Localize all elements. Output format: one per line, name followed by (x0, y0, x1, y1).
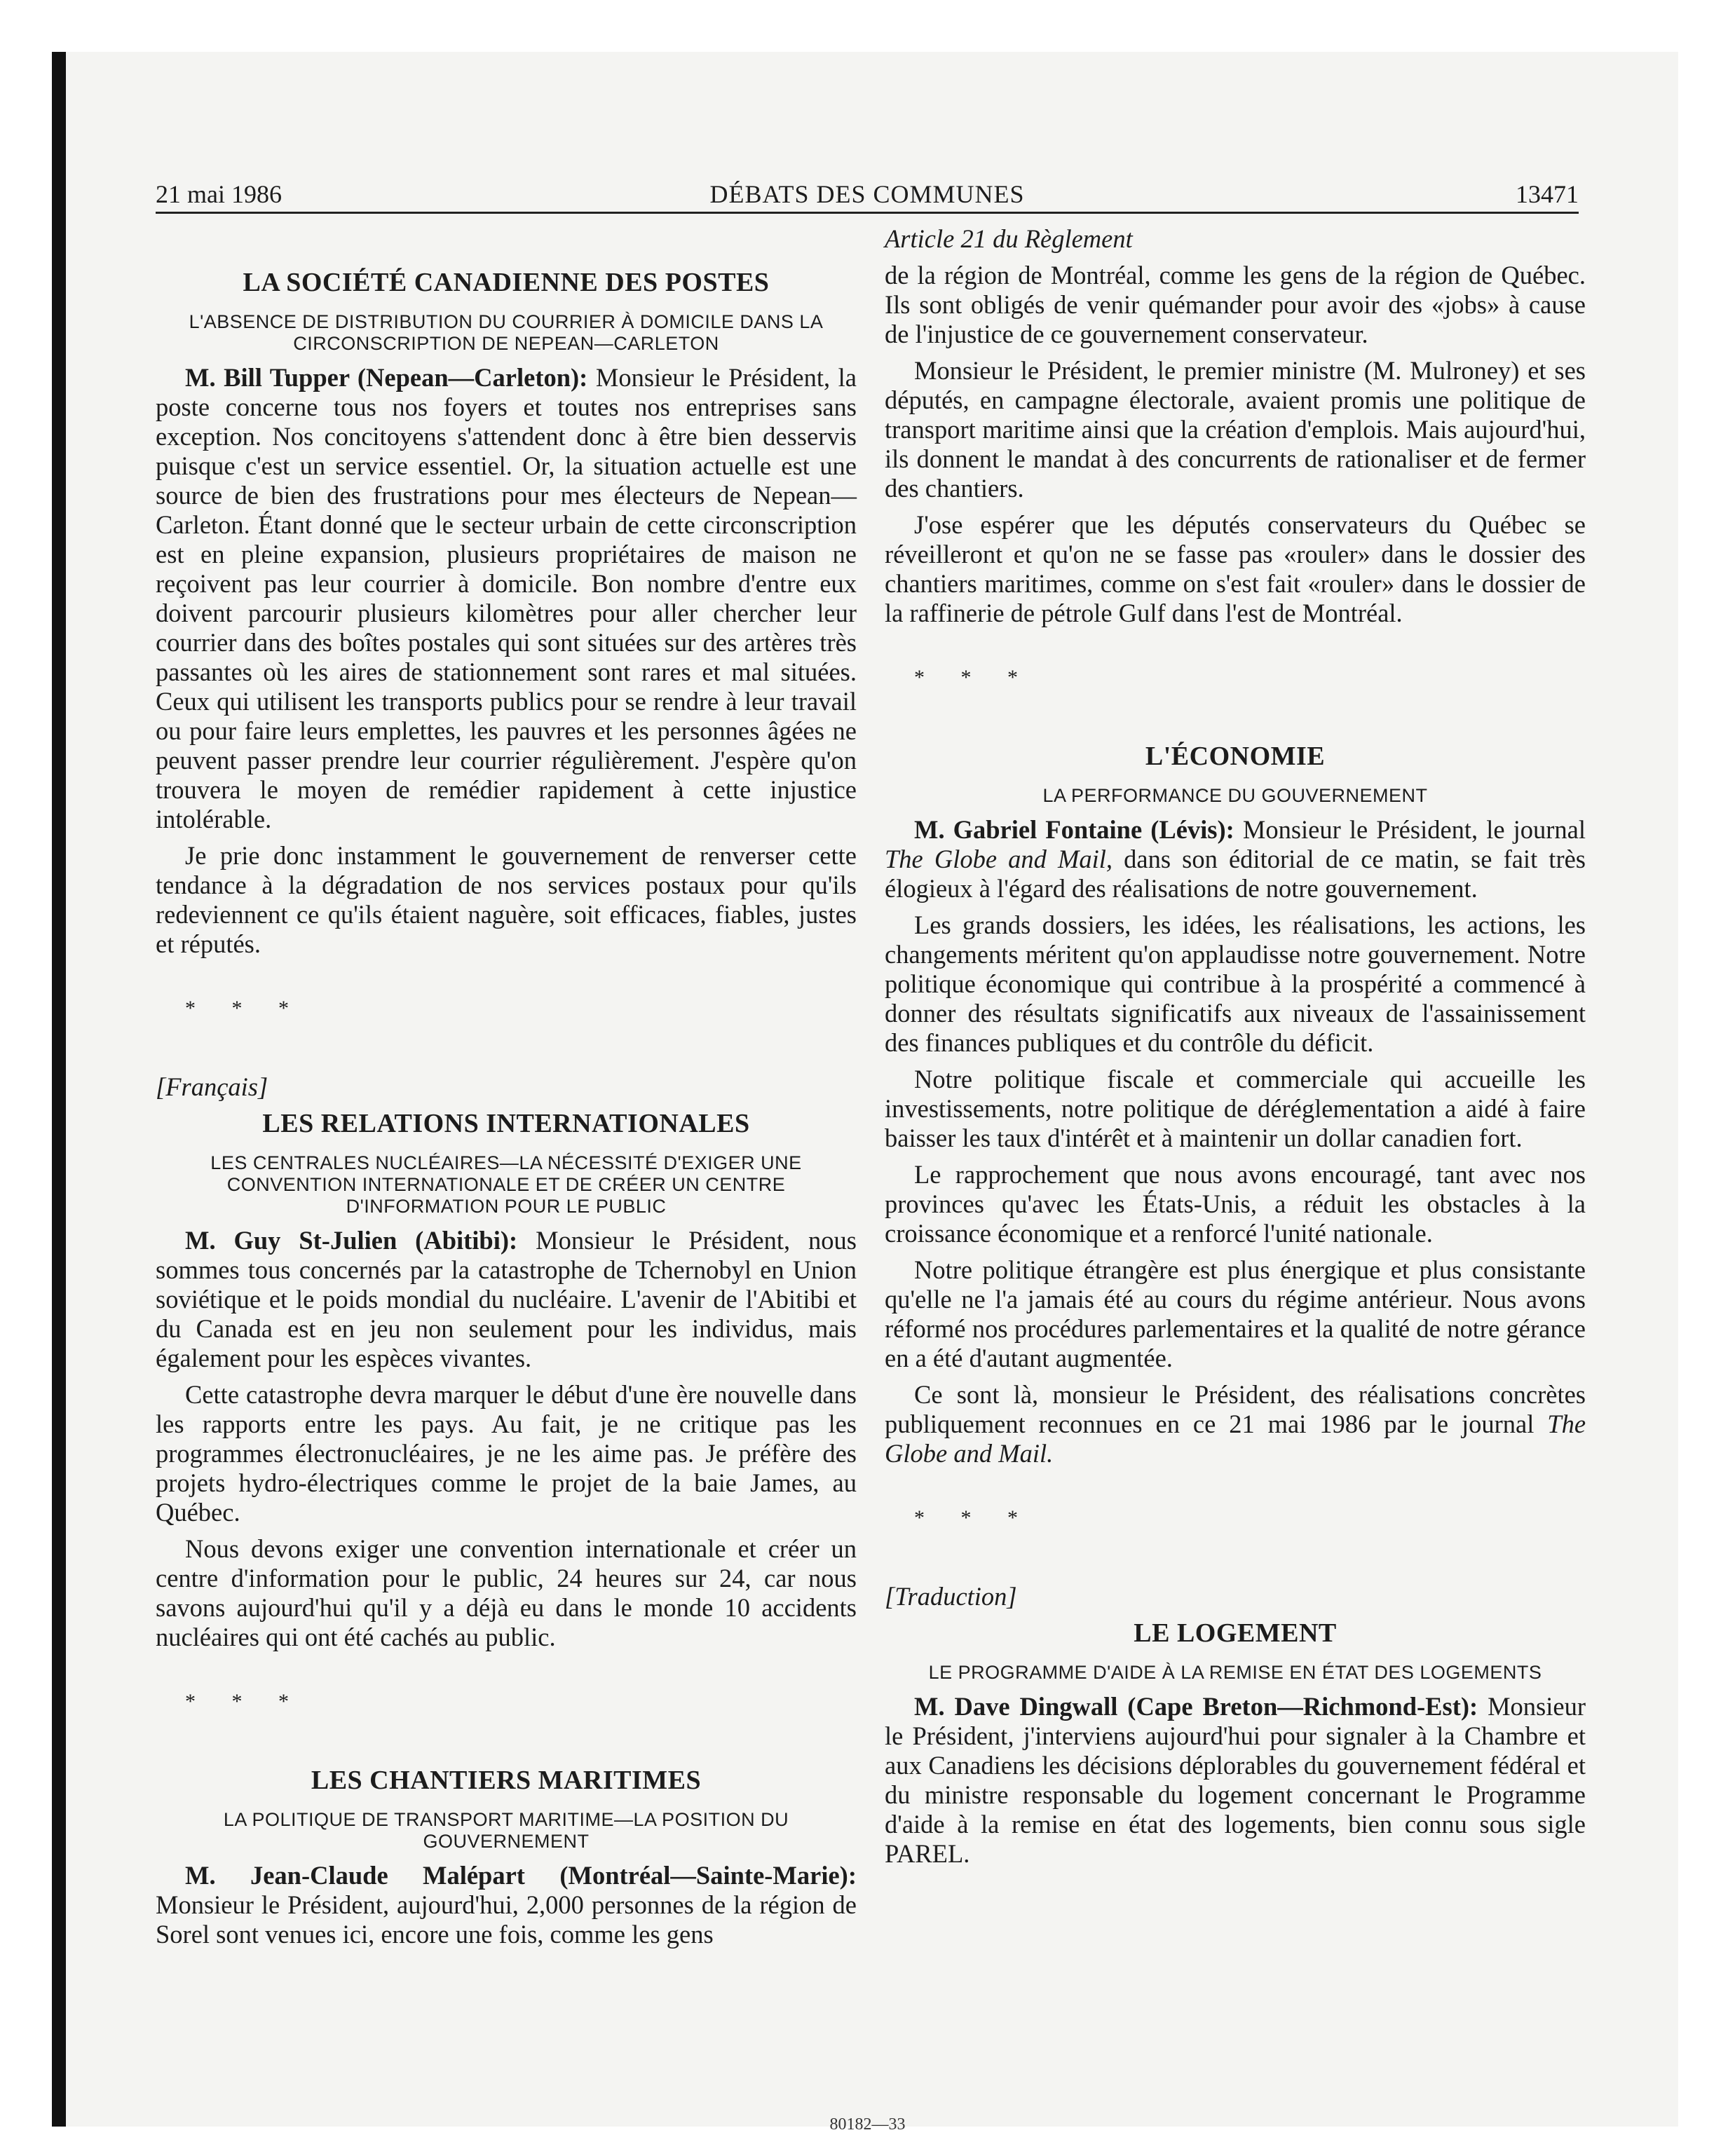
paragraph: Je prie donc instamment le gouvernement de renverser cette tendance à la dégradation de nos services postaux pour qu'ils redeviennent ce qu'ils étaient naguère, soit efficaces, fiables, justes et réputés. (156, 841, 857, 958)
header-date: 21 mai 1986 (156, 180, 282, 208)
section-title-postes: LA SOCIÉTÉ CANADIENNE DES POSTES (243, 268, 770, 297)
section-separator: * * * (914, 1506, 1033, 1529)
paragraph: Cette catastrophe devra marquer le début d'une ère nouvelle dans les rapports entre les pays. Au fait, je ne critique pas les programmes électronucléaires, je ne les aime pas. Je préfère des projets hydro-électriques comme le projet de la baie James, au Québec. (156, 1380, 857, 1527)
speaker-name: M. Gabriel Fontaine (Lévis): (914, 815, 1234, 844)
language-tag: [Français] (156, 1072, 268, 1101)
paragraph-text: Monsieur le Président, aujourd'hui, 2,000 personnes de la région de Sorel sont venues ici, encore une fois, comme les gens (156, 1890, 857, 1949)
folio-number: 80182—33 (829, 2115, 906, 2134)
header-page-number: 13471 (1516, 180, 1579, 208)
speaker-name: M. Bill Tupper (Nepean—Carleton): (185, 363, 588, 392)
section-title-relations: LES RELATIONS INTERNATIONALES (262, 1109, 750, 1138)
paragraph: de la région de Montréal, comme les gens de la région de Québec. Ils sont obligés de venir quémander pour avoir des «jobs» à cause de l'injustice de ce gouvernement conservateur. (885, 261, 1586, 348)
running-head (156, 179, 1579, 214)
section-subtitle-logement: LE PROGRAMME D'AIDE À LA REMISE EN ÉTAT DES LOGEMENTS (928, 1662, 1542, 1683)
paragraph-text: Monsieur le Président, le journal (1242, 815, 1586, 844)
paragraph: Les grands dossiers, les idées, les réalisations, les actions, les changements méritent qu'on applaudisse notre gouvernement. Notre politique économique qui contribue à la prospérité a commencé à donner des résultats significatifs aux niveaux de l'assainissement des finances publiques et du contrôle du déficit. (885, 910, 1586, 1057)
section-subtitle-relations: LES CENTRALES NUCLÉAIRES—LA NÉCESSITÉ D'EXIGER UNE CONVENTION INTERNATIONALE ET DE CRÉER UN CENTRE D'INFORMATION POUR LE PUBLIC (210, 1152, 802, 1217)
newspaper-name: The Globe and Mail. (885, 1410, 1586, 1468)
newspaper-name: The Globe and Mail, (885, 845, 1113, 873)
paragraph (156, 363, 857, 834)
paragraph (885, 815, 1586, 903)
paragraph-text: dans son éditorial de ce matin, se fait très élogieux à l'égard des réalisations de notre gouvernement. (885, 845, 1586, 903)
paragraph: Notre politique fiscale et commerciale qui accueille les investissements, notre politique de déréglementation a aidé à faire baisser les taux d'intérêt et à maintenir un dollar canadien fort. (885, 1065, 1586, 1152)
scan-edge (52, 52, 66, 2127)
paragraph-text: Monsieur le Président, j'interviens aujourd'hui pour signaler à la Chambre et aux Canadiens les décisions déplorables du gouvernement fédéral et du ministre responsable du logement concernant le Programme d'aide à la remise en état des logements, bien connu sous sigle PAREL. (885, 1692, 1586, 1868)
paragraph: J'ose espérer que les députés conservateurs du Québec se réveilleront et qu'on ne se fasse pas «rouler» dans le dossier des chantiers maritimes, comme on s'est fait «rouler» dans le dossier de la raffinerie de pétrole Gulf dans l'est de Montréal. (885, 510, 1586, 627)
header-title: DÉBATS DES COMMUNES (709, 180, 1025, 208)
speaker-name: M. Jean-Claude Malépart (Montréal—Sainte-Marie): (185, 1861, 857, 1890)
paragraph: Le rapprochement que nous avons encouragé, tant avec nos provinces qu'avec les États-Unis, a réduit les obstacles à la croissance économique et a renforcé l'unité nationale. (885, 1160, 1586, 1248)
language-tag: [Traduction] (885, 1582, 1017, 1611)
paragraph (156, 1861, 857, 1949)
article-heading: Article 21 du Règlement (885, 224, 1133, 253)
speaker-name: M. Dave Dingwall (Cape Breton—Richmond-Est): (914, 1692, 1478, 1721)
paragraph (885, 1692, 1586, 1869)
right-column (885, 224, 1586, 1876)
paragraph-text: Ce sont là, monsieur le Président, des réalisations concrètes publiquement reconnues en ce 21 mai 1986 par le journal (885, 1380, 1586, 1438)
section-subtitle-postes: L'ABSENCE DE DISTRIBUTION DU COURRIER À DOMICILE DANS LA CIRCONSCRIPTION DE NEPEAN—CARLETON (189, 311, 824, 354)
paragraph (885, 1380, 1586, 1468)
speaker-name: M. Guy St-Julien (Abitibi): (185, 1226, 518, 1255)
section-title-chantiers: LES CHANTIERS MARITIMES (311, 1766, 702, 1795)
section-subtitle-economie: LA PERFORMANCE DU GOUVERNEMENT (1042, 785, 1428, 806)
section-separator: * * * (185, 1690, 304, 1713)
paragraph-text: Monsieur le Président, la poste concerne tous nos foyers et toutes nos entreprises sans exception. Nos concitoyens s'attendent donc à être bien desservis puisque c'est un service essentiel. Or, la situation actuelle est une source de bien des frustrations pour mes électeurs de Nepean—Carleton. Étant donné que le secteur urbain de cette circonscription est en pleine expansion, plusieurs propriétaires de maison ne reçoivent pas leur courrier à domicile. Bon nombre d'entre eux doivent parcourir plusieurs kilomètres pour aller chercher leur courrier dans des boîtes postales qui sont situées sur des artères très passantes où les aires de stationnement sont rares et mal situées. Ceux qui utilisent les transports publics pour se rendre à leur travail ou pour faire leurs emplettes, les pauvres et les personnes âgées ne peuvent passer prendre leur courrier régulièrement. J'espère qu'on trouvera le moyen de remédier rapidement à cette injustice intolérable. (156, 363, 857, 833)
section-separator: * * * (185, 997, 304, 1020)
paragraph: Notre politique étrangère est plus énergique et plus consistante qu'elle ne l'a jamais été au cours du régime antérieur. Nous avons réformé nos procédures parlementaires et la qualité de notre gérance en a été d'autant augmentée. (885, 1255, 1586, 1372)
left-column (156, 224, 857, 1956)
section-title-economie: L'ÉCONOMIE (1145, 742, 1326, 771)
paragraph (156, 1226, 857, 1373)
section-subtitle-chantiers: LA POLITIQUE DE TRANSPORT MARITIME—LA POSITION DU GOUVERNEMENT (223, 1809, 789, 1852)
section-title-logement: LE LOGEMENT (1134, 1618, 1337, 1648)
paragraph: Monsieur le Président, le premier ministre (M. Mulroney) et ses députés, en campagne électorale, avaient promis une politique de transport maritime ainsi que la création d'emplois. Mais aujourd'hui, ils donnent le mandat à des concurrents de rationaliser et de fermer des chantiers. (885, 356, 1586, 503)
paragraph-text: Monsieur le Président, nous sommes tous concernés par la catastrophe de Tchernobyl en Union soviétique et le poids mondial du nucléaire. L'avenir de l'Abitibi et du Canada est en jeu non seulement pour les individus, mais également pour les espèces vivantes. (156, 1226, 857, 1372)
paragraph: Nous devons exiger une convention internationale et créer un centre d'information pour le public, 24 heures sur 24, car nous savons aujourd'hui qu'il y a déjà eu dans le monde 10 accidents nucléaires qui ont été cachés au public. (156, 1534, 857, 1651)
section-separator: * * * (914, 666, 1033, 689)
